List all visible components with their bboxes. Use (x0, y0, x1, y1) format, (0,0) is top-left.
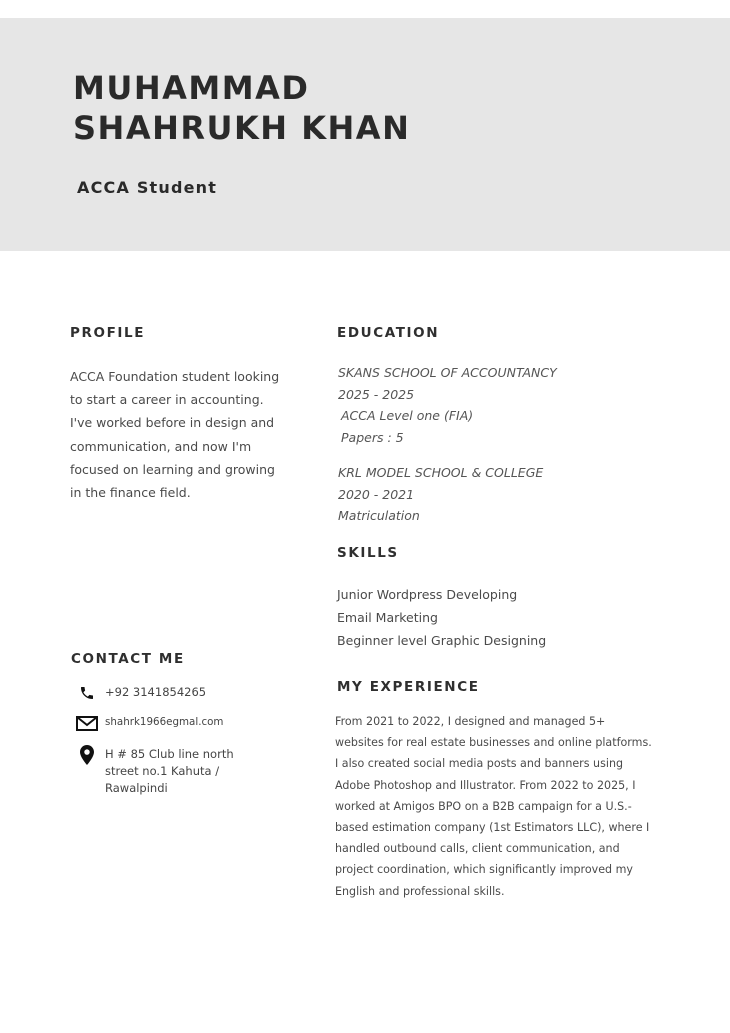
education-years: 2020 - 2021 (338, 486, 415, 502)
contact-email[interactable]: shahrk1966egmal.com (105, 716, 224, 728)
skill-item: Junior Wordpress Developing (337, 587, 518, 602)
contact-heading: CONTACT ME (71, 651, 185, 667)
contact-address: H # 85 Club line north street no.1 Kahuta / Rawalpindi (105, 747, 234, 795)
education-detail: Matriculation (338, 508, 420, 523)
education-detail: Papers : 5 (341, 429, 404, 445)
education-school: SKANS SCHOOL OF ACCOUNTANCY (338, 365, 557, 380)
contact-email-row (76, 714, 223, 732)
name-line-first: MUHAMMAD (73, 69, 310, 107)
profile-text: ACCA Foundation student looking to start a career in accounting. I've worked before in design and communication, and now I'm focused on learning and growing in the finance field. (70, 369, 280, 501)
map-pin-icon (76, 746, 98, 764)
experience-heading: MY EXPERIENCE (337, 679, 480, 695)
experience-text: From 2021 to 2022, I designed and managed 5+ websites for real estate businesses and online platforms. I also created social media posts and banners using Adobe Photoshop and Illustrator. From 2022 to 2025, I worked at Amigos BPO on a B2B campaign for a U.S.-based estimation company (1st Estimators LLC), where I handled outbound calls, client communication, and project coordination, which significantly improved my English and professional skills. (335, 715, 652, 898)
skills-list (337, 583, 546, 652)
education-school: KRL MODEL SCHOOL & COLLEGE (338, 465, 544, 480)
name-line-last: SHAHRUKH KHAN (73, 109, 411, 147)
envelope-icon (76, 714, 98, 732)
contact-phone[interactable]: +92 3141854265 (105, 685, 207, 699)
skill-item: Beginner level Graphic Designing (337, 633, 547, 648)
education-heading: EDUCATION (337, 325, 440, 341)
phone-icon (76, 684, 98, 702)
education-entry (338, 462, 543, 527)
education-years: 2025 - 2025 (338, 386, 415, 402)
job-title: ACCA Student (77, 178, 218, 197)
education-detail: ACCA Level one (FIA) (341, 408, 474, 423)
contact-phone-row (76, 684, 206, 702)
skills-heading: SKILLS (337, 545, 399, 561)
contact-address-row (76, 746, 265, 797)
skill-item: Email Marketing (337, 610, 438, 625)
profile-heading: PROFILE (70, 325, 146, 341)
education-entry (338, 362, 557, 448)
candidate-name (73, 68, 410, 148)
